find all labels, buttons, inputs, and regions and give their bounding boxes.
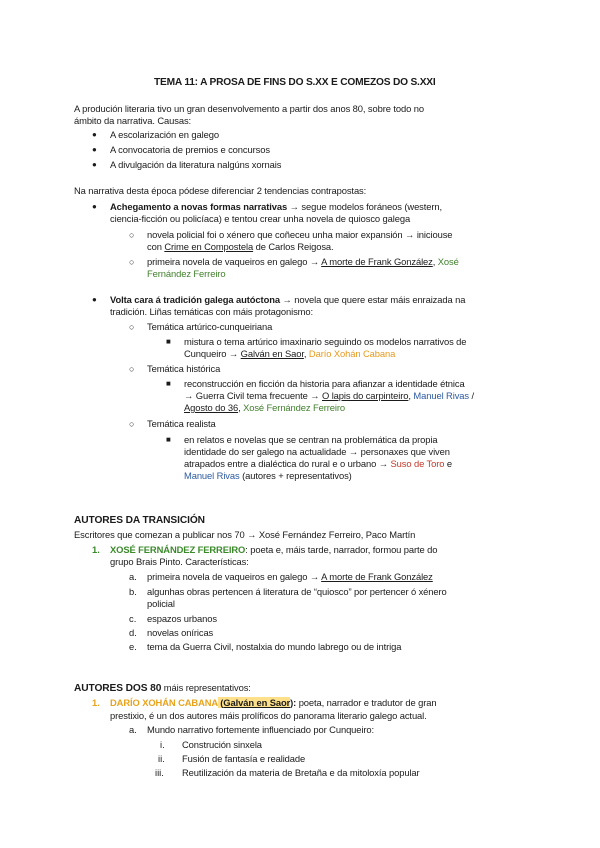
list-item: Construción sinxela xyxy=(182,739,262,750)
square-bullet-icon: ■ xyxy=(166,379,171,388)
page-title: TEMA 11: A PROSA DE FINS DO S.XX E COMEZOS DO S.XXI xyxy=(154,77,436,88)
roman-marker: ii. xyxy=(158,753,165,764)
circle-bullet-icon: ○ xyxy=(129,230,135,240)
tendency-1-line-1: Achegamento a novas formas narrativas → segue modelos foráneos (western, xyxy=(110,201,443,212)
eighties-author-line-1: DARÍO XOHÁN CABANA (Galván en Saor): poeta, narrador e tradutor de gran xyxy=(110,697,437,708)
transition-author-line-2: grupo Brais Pinto. Características: xyxy=(110,556,249,567)
list-marker: d. xyxy=(129,627,137,638)
work-title: Galván en Saor xyxy=(240,348,304,359)
theme-historical-desc-2: → Guerra Civil tema frecuente → O lapis do carpinteiro, Manuel Rivas / xyxy=(184,390,475,401)
theme-realist-desc-1: en relatos e novelas que se centran na problemática da propia xyxy=(184,434,438,445)
tendency-1-label: Achegamento a novas formas narrativas xyxy=(110,201,288,212)
theme-historical: Temática histórica xyxy=(147,363,221,374)
theme-realist: Temática realista xyxy=(147,418,216,429)
list-marker: e. xyxy=(129,641,137,652)
circle-bullet-icon: ○ xyxy=(129,257,135,267)
author-name: Xosé xyxy=(437,256,459,267)
roman-marker: i. xyxy=(160,739,165,750)
theme-realist-desc-3: atrapados entre a dialéctica do rural e o urbano → Suso de Toro e xyxy=(184,458,452,469)
theme-historical-desc-1: reconstrucción en ficción da historia para afianzar a identidade étnica xyxy=(184,378,465,389)
t1-sub-1-line-2: con Crime en Compostela de Carlos Reigosa. xyxy=(147,241,334,252)
list-marker: c. xyxy=(129,613,137,624)
tendency-2-line-2: tradición. Liñas temáticas con máis protagonismo: xyxy=(110,306,314,317)
circle-bullet-icon: ○ xyxy=(129,322,135,332)
author-name: Manuel Rivas xyxy=(184,470,240,481)
square-bullet-icon: ■ xyxy=(166,435,171,444)
list-marker: a. xyxy=(129,724,137,735)
theme-arthurian-desc-2: Cunqueiro → Galván en Saor, Darío Xohán Cabana xyxy=(184,348,396,359)
list-number: 1. xyxy=(92,544,100,555)
tendencies-intro: Na narrativa desta época pódese diferenciar 2 tendencias contrapostas: xyxy=(74,185,367,196)
t1-sub-1-line-1: novela policial foi o xénero que coñeceu unha maior expansión → iniciouse xyxy=(147,229,453,240)
author-name: Suso de Toro xyxy=(390,458,445,469)
circle-bullet-icon: ○ xyxy=(129,419,135,429)
bullet-icon: ● xyxy=(92,295,97,304)
work-title: Galván en Saor xyxy=(223,697,291,708)
author-name: Manuel Rivas xyxy=(413,390,470,401)
roman-marker: iii. xyxy=(155,767,164,778)
author-name: DARÍO XOHÁN CABANA xyxy=(110,697,218,708)
bullet-icon: ● xyxy=(92,160,97,169)
tendency-2-label: Volta cara á tradición galega autóctona xyxy=(110,294,280,305)
author-name: Darío Xohán Cabana xyxy=(308,348,396,359)
theme-realist-desc-2: identidade do ser galego na actualidade → personaxes que viven xyxy=(184,446,450,457)
list-item: tema da Guerra Civil, nostalxia do mundo labrego ou de intriga xyxy=(147,641,402,652)
intro-line-2: ámbito da narrativa. Causas: xyxy=(74,115,192,126)
bullet-icon: ● xyxy=(92,202,97,211)
list-item: algunhas obras pertencen á literatura de “quiosco” por pertencer ó xénero xyxy=(147,586,447,597)
list-item: novelas oníricas xyxy=(147,627,214,638)
theme-arthurian-desc-1: mistura o tema artúrico imaxinario seguindo os modelos narrativos de xyxy=(184,336,467,347)
theme-realist-desc-4: Manuel Rivas (autores + representativos) xyxy=(184,470,352,481)
eighties-author-line-2: prestixio, é un dos autores máis prolíficos do panorama literario galego actual. xyxy=(110,710,427,721)
cause-item: A escolarización en galego xyxy=(110,129,219,140)
section-heading-eighties: AUTORES DOS 80 máis representativos: xyxy=(74,682,251,694)
t1-sub-2-line-1: primeira novela de vaqueiros en galego → A morte de Frank González, Xosé xyxy=(147,256,459,267)
list-item: primeira novela de vaqueiros en galego → A morte de Frank González xyxy=(147,571,433,582)
list-marker: a. xyxy=(129,571,137,582)
cause-item: A divulgación da literatura nalgúns xornais xyxy=(110,159,282,170)
intro-line-1: A produción literaria tivo un gran desenvolvemento a partir dos anos 80, sobre todo no xyxy=(74,103,424,114)
tendency-2-line-1: Volta cara á tradición galega autóctona → novela que quere estar máis enraizada na xyxy=(110,294,466,305)
work-title: O lapis do carpinteiro xyxy=(322,390,409,401)
author-name: Fernández Ferreiro xyxy=(147,268,226,279)
tendency-1-line-2: ciencia-ficción ou policíaca) e tentou crear unha novela de quiosco galega xyxy=(110,213,411,224)
transition-author-line-1: XOSÉ FERNÁNDEZ FERREIRO: poeta e, máis tarde, narrador, formou parte do xyxy=(110,544,438,555)
author-name: Xosé Fernández Ferreiro xyxy=(243,402,345,413)
work-title: A morte de Frank González xyxy=(321,571,433,582)
list-item: espazos urbanos xyxy=(147,613,217,624)
theme-historical-desc-3: Agosto do 36, Xosé Fernández Ferreiro xyxy=(184,402,345,413)
square-bullet-icon: ■ xyxy=(166,337,171,346)
work-title: A morte de Frank González xyxy=(321,256,433,267)
work-title: Agosto do 36 xyxy=(184,402,239,413)
list-item-continued: policial xyxy=(147,598,175,609)
transition-intro: Escritores que comezan a publicar nos 70 → Xosé Fernández Ferreiro, Paco Martín xyxy=(74,529,416,540)
list-number: 1. xyxy=(92,697,100,708)
work-title: Crime en Compostela xyxy=(164,241,254,252)
list-item: Fusión de fantasía e realidade xyxy=(182,753,306,764)
bullet-icon: ● xyxy=(92,130,97,139)
bullet-icon: ● xyxy=(92,145,97,154)
circle-bullet-icon: ○ xyxy=(129,364,135,374)
list-item: Mundo narrativo fortemente influenciado por Cunqueiro: xyxy=(147,724,375,735)
section-heading-transition: AUTORES DA TRANSICIÓN xyxy=(74,515,205,526)
author-name: XOSÉ FERNÁNDEZ FERREIRO xyxy=(110,544,246,555)
cause-item: A convocatoria de premios e concursos xyxy=(110,144,270,155)
theme-arthurian: Temática artúrico-cunqueiriana xyxy=(147,321,273,332)
list-item: Reutilización da materia de Bretaña e da mitoloxía popular xyxy=(182,767,420,778)
list-marker: b. xyxy=(129,586,137,597)
